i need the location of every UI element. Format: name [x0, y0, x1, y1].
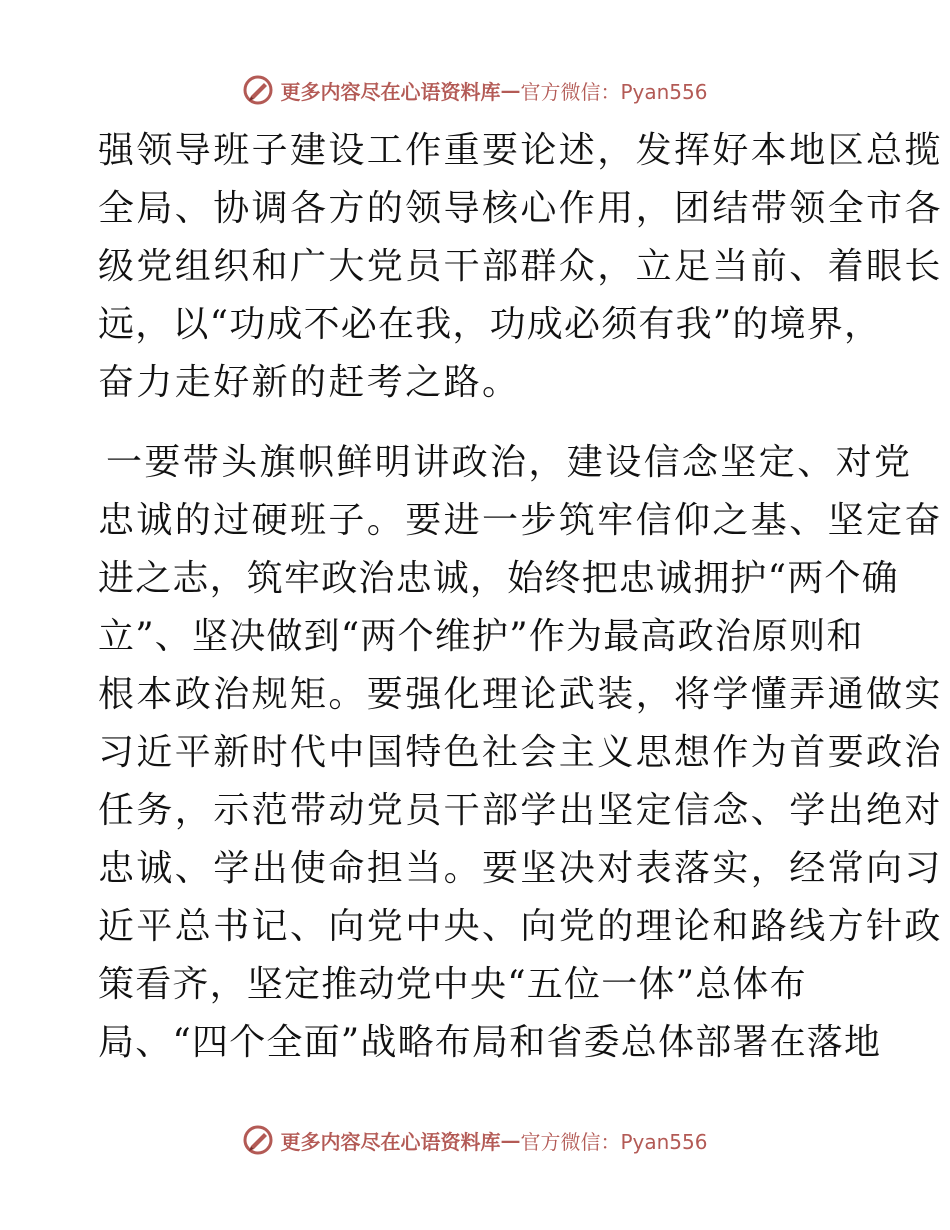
- text-line: 全局、协调各方的领导核心作用，团结带领全市各: [98, 188, 943, 229]
- banner-wechat-text: 官方微信：Pyan556: [520, 1129, 708, 1154]
- header-banner: [0, 70, 950, 110]
- footer-banner: [0, 1120, 950, 1160]
- text-line: 奋力走好新的赶考之路。: [98, 362, 521, 403]
- text-line: 近平总书记、向党中央、向党的理论和路线方针政: [98, 906, 943, 947]
- text-line: 忠诚、学出使命担当。要坚决对表落实，经常向习: [98, 848, 943, 889]
- text-line: 忠诚的过硬班子。要进一步筑牢信仰之基、坚定奋: [98, 500, 943, 541]
- text-line: 远，以“功成不必在我，功成必须有我”的境界，: [98, 304, 882, 345]
- brand-logo-icon: [242, 74, 274, 106]
- document-body: [98, 122, 943, 1072]
- text-line: 局、“四个全面”战略布局和省委总体部署在落地: [98, 1022, 882, 1063]
- banner-brand-text: 更多内容尽在心语资料库: [280, 1129, 501, 1154]
- text-line: 一要带头旗帜鲜明讲政治，建设信念坚定、对党: [106, 442, 913, 483]
- text-line: 根本政治规矩。要强化理论武装，将学懂弄通做实: [98, 674, 943, 715]
- text-line: 习近平新时代中国特色社会主义思想作为首要政治: [98, 732, 943, 773]
- text-line: 立”、坚决做到“两个维护”作为最高政治原则和: [98, 616, 864, 657]
- paragraph-2: [98, 434, 943, 1072]
- text-line: 任务，示范带动党员干部学出坚定信念、学出绝对: [98, 790, 943, 831]
- text-line: 策看齐，坚定推动党中央“五位一体”总体布: [98, 964, 807, 1005]
- text-line: 强领导班子建设工作重要论述，发挥好本地区总揽: [98, 130, 943, 171]
- banner-dash: —: [500, 78, 521, 102]
- banner-brand-text: 更多内容尽在心语资料库: [280, 79, 501, 104]
- text-line: 级党组织和广大党员干部群众，立足当前、着眼长: [98, 246, 943, 287]
- paragraph-1: [98, 122, 943, 412]
- banner-dash: —: [500, 1128, 521, 1152]
- brand-logo-icon: [242, 1124, 274, 1156]
- banner-wechat-text: 官方微信：Pyan556: [520, 79, 708, 104]
- text-line: 进之志，筑牢政治忠诚，始终把忠诚拥护“两个确: [98, 558, 899, 599]
